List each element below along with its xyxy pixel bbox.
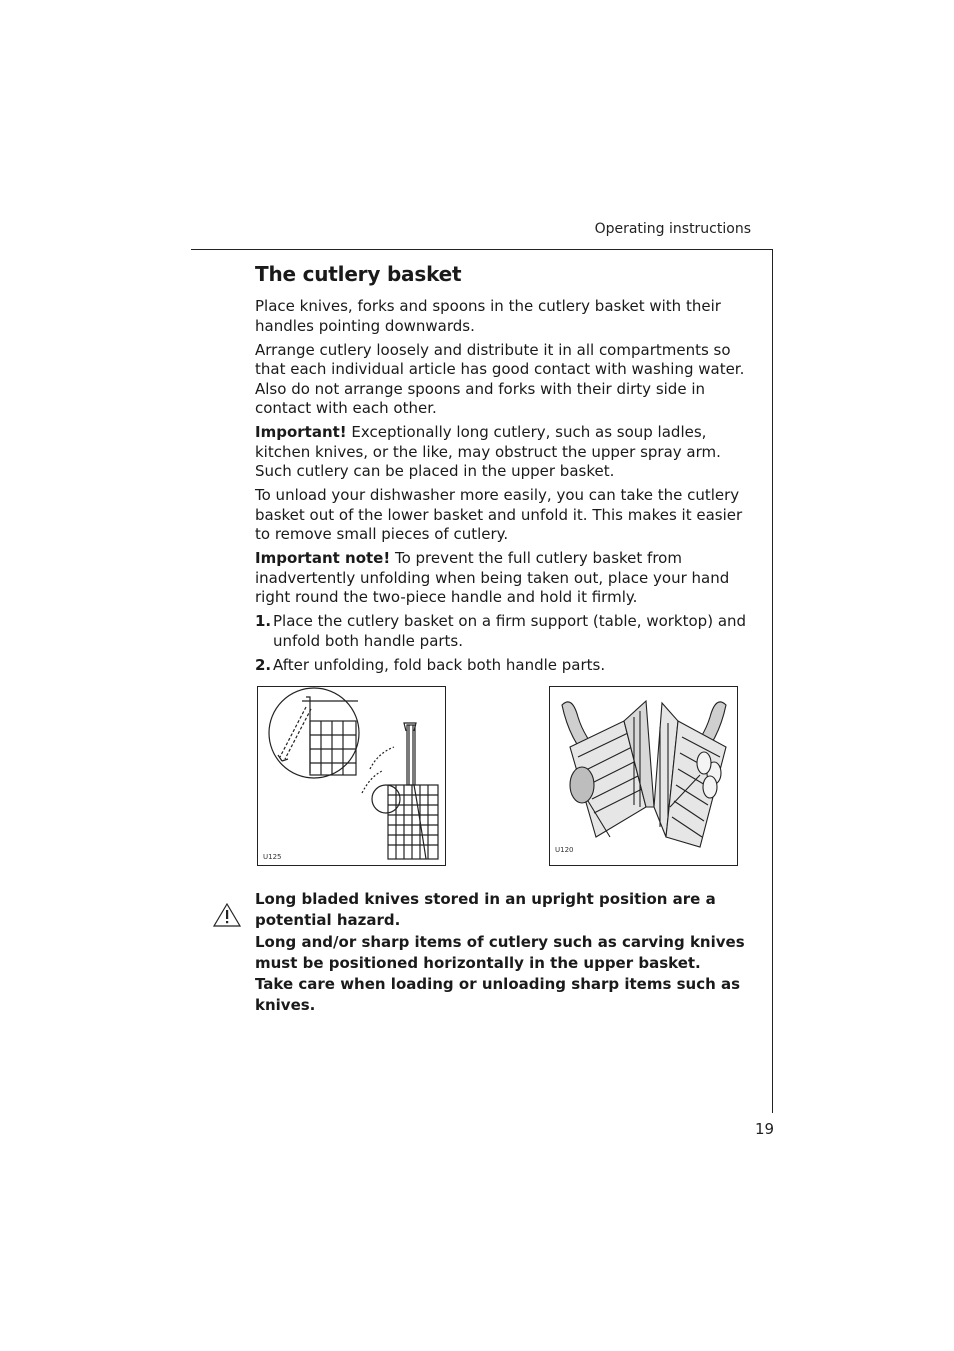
paragraph-unload: To unload your dishwasher more easily, you can take the cutlery basket out of the lower basket and unfold it. This makes it easier to remove small pieces of cutlery.	[255, 486, 743, 543]
figure-code: U125	[263, 853, 282, 861]
unfolded-cutlery-basket-illustration	[550, 687, 739, 867]
figure-basket-handle	[257, 686, 446, 866]
warning-line: Long bladed knives stored in an upright position are a potential hazard.	[255, 890, 716, 930]
important-label: Important!	[255, 423, 347, 441]
margin-rule	[772, 249, 773, 1113]
page-title: The cutlery basket	[255, 262, 462, 286]
running-header: Operating instructions	[594, 221, 751, 237]
steps-list	[255, 612, 758, 675]
warning-triangle-icon	[212, 902, 242, 932]
warning-block	[255, 889, 745, 1017]
paragraph-important-note: Important note! To prevent the full cutlery basket from inadvertently unfolding when being taken out, place your hand right round the two-piece handle and hold it firmly.	[255, 549, 730, 606]
important-note-label: Important note!	[255, 549, 391, 567]
step-item: 1. Place the cutlery basket on a firm support (table, worktop) and unfold both handle parts.	[255, 612, 747, 650]
figure-unfolded-basket	[549, 686, 738, 866]
page-number: 19	[755, 1120, 775, 1138]
paragraph-arrange: Arrange cutlery loosely and distribute it in all compartments so that each individual article has good contact with washing water. Also do not arrange spoons and forks with their dirty side in contact with each other.	[255, 340, 745, 417]
figure-code: U120	[555, 846, 574, 854]
step-item: 2. After unfolding, fold back both handle parts.	[255, 655, 606, 674]
cutlery-basket-handle-illustration	[258, 687, 447, 867]
warning-line: Long and/or sharp items of cutlery such as carving knives must be positioned horizontally in the upper basket.	[255, 932, 745, 972]
paragraph-important: Important! Exceptionally long cutlery, such as soup ladles, kitchen knives, or the like, may obstruct the upper spray arm. Such cutlery can be placed in the upper basket.	[255, 423, 721, 480]
header-rule	[191, 249, 773, 250]
paragraph-handles: Place knives, forks and spoons in the cutlery basket with their handles pointing downwards.	[255, 297, 721, 335]
warning-line: Take care when loading or unloading sharp items such as knives.	[255, 975, 741, 1015]
main-content	[255, 262, 758, 680]
